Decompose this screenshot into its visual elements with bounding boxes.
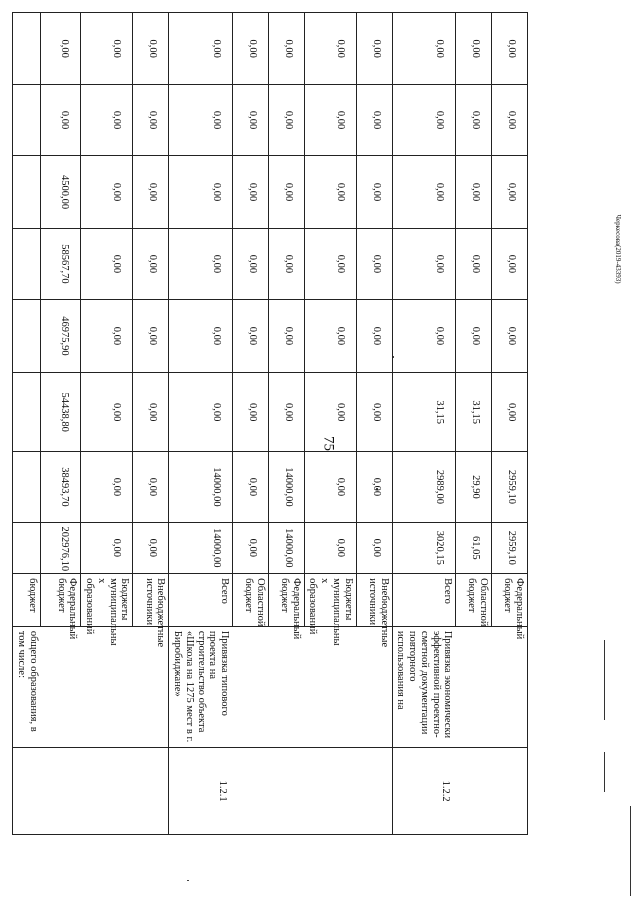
table-row xyxy=(456,13,492,874)
value-cell: 0,00 xyxy=(133,522,169,574)
table-row xyxy=(13,13,41,874)
value-cell: 0,00 xyxy=(268,229,304,299)
source-cell: Внебюджетные источники xyxy=(356,574,392,627)
value-cell: 31,15 xyxy=(456,373,492,452)
table-row xyxy=(304,13,356,874)
rotated-table-container xyxy=(16,12,528,874)
value-cell: 0,00 xyxy=(392,229,455,299)
value-cell: 2989,00 xyxy=(392,452,455,522)
source-cell: Всего xyxy=(392,574,455,627)
index-cell xyxy=(356,747,392,835)
index-cell xyxy=(232,747,268,835)
index-cell xyxy=(304,747,356,835)
value-cell: 0,00 xyxy=(232,85,268,155)
source-cell: Федеральный бюджет xyxy=(492,574,528,627)
value-cell: 0,00 xyxy=(133,452,169,522)
value-cell xyxy=(13,373,41,452)
value-cell: 0,00 xyxy=(304,85,356,155)
value-cell: 0,00 xyxy=(356,13,392,85)
value-cell: 202976,10 xyxy=(41,522,81,574)
source-cell: Всего xyxy=(169,574,232,627)
value-cell: 0,00 xyxy=(304,299,356,373)
value-cell: 0,00 xyxy=(456,229,492,299)
value-cell: 58567,70 xyxy=(41,229,81,299)
index-cell xyxy=(492,747,528,835)
value-cell: 0,00 xyxy=(169,85,232,155)
value-cell: 0,00 xyxy=(492,155,528,229)
value-cell: 0,00 xyxy=(492,299,528,373)
value-cell: 0,00 xyxy=(304,13,356,85)
value-cell: 0,00 xyxy=(133,85,169,155)
index-cell xyxy=(268,747,304,835)
value-cell: 0,00 xyxy=(268,155,304,229)
value-cell: 0,00 xyxy=(492,229,528,299)
value-cell: 0,00 xyxy=(169,373,232,452)
table-row xyxy=(232,13,268,874)
value-cell xyxy=(13,299,41,373)
value-cell: 0,00 xyxy=(232,452,268,522)
scan-speck xyxy=(187,880,189,881)
table-row xyxy=(392,13,455,874)
index-cell xyxy=(456,747,492,835)
table-row xyxy=(492,13,528,874)
value-cell: 0,00 xyxy=(356,85,392,155)
value-cell: 0,00 xyxy=(232,373,268,452)
value-cell: 31,15 xyxy=(392,373,455,452)
value-cell: 4500,00 xyxy=(41,155,81,229)
value-cell: 14000,00 xyxy=(169,452,232,522)
value-cell: 0,00 xyxy=(492,85,528,155)
value-cell: 2959,10 xyxy=(492,452,528,522)
value-cell: 0,00 xyxy=(133,373,169,452)
name-cell: общего образования, в том числе: xyxy=(13,626,41,747)
scan-edge-line xyxy=(630,806,631,896)
source-cell: Областной бюджет xyxy=(232,574,268,627)
value-cell: 0,00 xyxy=(456,85,492,155)
name-cell xyxy=(81,626,133,747)
value-cell xyxy=(13,229,41,299)
value-cell: 0,00 xyxy=(456,155,492,229)
source-cell: Бюджеты муниципальны х образований xyxy=(81,574,133,627)
source-cell: Бюджеты муниципальны х образований xyxy=(304,574,356,627)
value-cell: 0,00 xyxy=(268,13,304,85)
value-cell: 0,00 xyxy=(268,299,304,373)
value-cell: 0,00 xyxy=(392,299,455,373)
value-cell: 0,00 xyxy=(41,85,81,155)
value-cell: 0,00 xyxy=(169,229,232,299)
name-cell xyxy=(456,626,492,747)
value-cell: 46975,90 xyxy=(41,299,81,373)
value-cell: 0,00 xyxy=(356,373,392,452)
value-cell xyxy=(13,155,41,229)
index-cell xyxy=(133,747,169,835)
value-cell: 0,00 xyxy=(133,229,169,299)
value-cell: 0,00 xyxy=(268,85,304,155)
value-cell: 0,00 xyxy=(304,229,356,299)
value-cell: 0,00 xyxy=(392,155,455,229)
name-cell xyxy=(41,626,81,747)
value-cell: 0,00 xyxy=(169,299,232,373)
value-cell: 0,00 xyxy=(356,522,392,574)
value-cell: 0,00 xyxy=(81,522,133,574)
value-cell: 0,00 xyxy=(81,13,133,85)
value-cell: 0,00 xyxy=(304,452,356,522)
value-cell: 0,00 xyxy=(392,13,455,85)
document-code: Черкесова(2019-43393) xyxy=(614,214,622,284)
value-cell: 0,00 xyxy=(81,299,133,373)
source-cell: Внебюджетные источники xyxy=(133,574,169,627)
table-row xyxy=(41,13,81,874)
value-cell: 0,00 xyxy=(81,452,133,522)
index-cell xyxy=(41,747,81,835)
index-cell xyxy=(81,747,133,835)
value-cell: 0,00 xyxy=(81,155,133,229)
value-cell: 38493,70 xyxy=(41,452,81,522)
name-cell xyxy=(268,626,304,747)
index-cell: 1.2.1 xyxy=(169,747,232,835)
value-cell: 0,00 xyxy=(492,13,528,85)
value-cell: 0,00 xyxy=(133,13,169,85)
name-cell: Привязка типового проекта на строительство объекта «Школа на 1275 мест в г. Биробиджане» xyxy=(169,626,232,747)
table-row xyxy=(81,13,133,874)
value-cell: 0,00 xyxy=(81,229,133,299)
scan-edge-line xyxy=(604,752,605,792)
value-cell: 14000,00 xyxy=(268,522,304,574)
scan-edge-line xyxy=(604,640,605,720)
value-cell: 0,00 xyxy=(392,85,455,155)
name-cell xyxy=(492,626,528,747)
value-cell: 61,05 xyxy=(456,522,492,574)
budget-table xyxy=(13,12,529,874)
value-cell: 0,00 xyxy=(232,229,268,299)
value-cell: 54438,80 xyxy=(41,373,81,452)
value-cell: 0,00 xyxy=(81,373,133,452)
value-cell: 0,00 xyxy=(133,155,169,229)
source-cell: Федеральный бюджет xyxy=(268,574,304,627)
value-cell: 0,00 xyxy=(456,13,492,85)
value-cell: 0,00 xyxy=(232,522,268,574)
value-cell: 0,00 xyxy=(232,155,268,229)
value-cell xyxy=(13,522,41,574)
value-cell: 0,00 xyxy=(41,13,81,85)
value-cell: 0,00 xyxy=(456,299,492,373)
value-cell: 0,00 xyxy=(356,229,392,299)
value-cell xyxy=(13,13,41,85)
table-row xyxy=(268,13,304,874)
value-cell: 14000,00 xyxy=(268,452,304,522)
value-cell: 0,00 xyxy=(169,155,232,229)
value-cell: 0,00 xyxy=(356,452,392,522)
source-cell: Федеральный бюджет xyxy=(41,574,81,627)
value-cell: 29,90 xyxy=(456,452,492,522)
value-cell: 14000,00 xyxy=(169,522,232,574)
table-row xyxy=(356,13,392,874)
value-cell: 0,00 xyxy=(268,373,304,452)
value-cell: 0,00 xyxy=(356,299,392,373)
value-cell xyxy=(13,452,41,522)
value-cell: 0,00 xyxy=(81,85,133,155)
value-cell: 0,00 xyxy=(232,299,268,373)
value-cell: 0,00 xyxy=(356,155,392,229)
index-cell: 1.2.2 xyxy=(392,747,455,835)
value-cell: 3020,15 xyxy=(392,522,455,574)
value-cell: 0,00 xyxy=(304,373,356,452)
value-cell: 0,00 xyxy=(133,299,169,373)
table-row xyxy=(133,13,169,874)
name-cell xyxy=(232,626,268,747)
value-cell: 2959,10 xyxy=(492,522,528,574)
value-cell: 0,00 xyxy=(232,13,268,85)
source-cell: бюджет xyxy=(13,574,41,627)
value-cell xyxy=(13,85,41,155)
value-cell: 0,00 xyxy=(492,373,528,452)
name-cell: Привязка экономически эффективной проектно-сметной документации повторного использования на xyxy=(392,626,455,747)
value-cell: 0,00 xyxy=(304,155,356,229)
table-row xyxy=(169,13,232,874)
index-cell xyxy=(13,747,41,835)
source-cell: Областной бюджет xyxy=(456,574,492,627)
value-cell: 0,00 xyxy=(304,522,356,574)
page-number: 75 xyxy=(320,436,337,451)
value-cell: 0,00 xyxy=(169,13,232,85)
